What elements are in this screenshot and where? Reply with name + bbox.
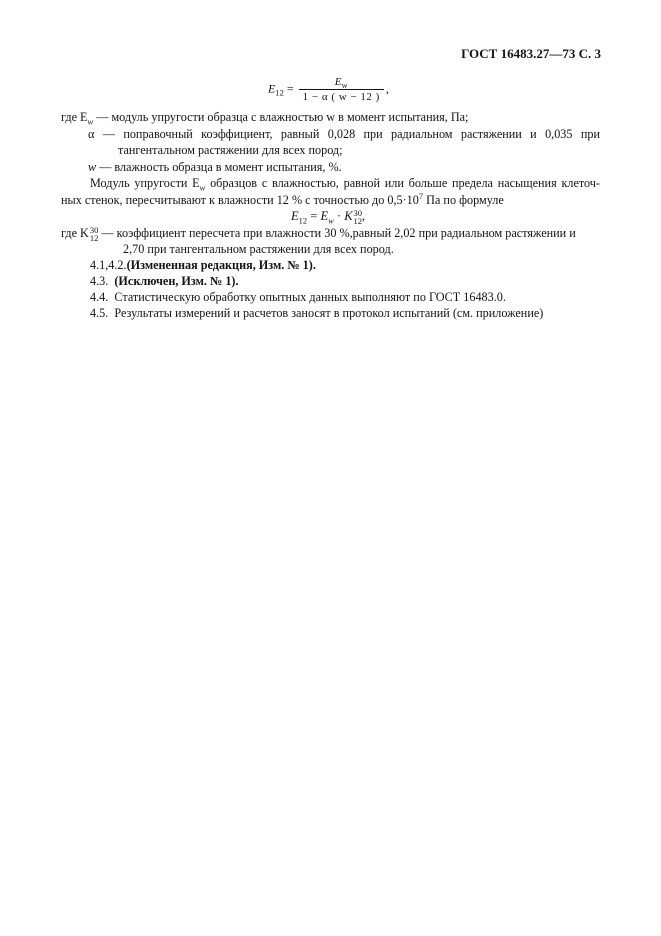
paragraph-line-1: Модуль упругости $E_w$ образцов с влажностью, равной или больше предела насыщения клеточ- [90,176,600,193]
page-header: ГОСТ 16483.27—73 С. 3 [461,46,601,61]
paragraph-line-2: ных стенок, пересчитывают к влажности 12 % с точностью до $0,5\cdot 10^7$ Па по формуле [61,190,504,207]
item-4-4: 4.4. Статистическую обработку опытных данных выполняют по ГОСТ 16483.0. [90,290,506,304]
formula-conversion: $E_{12} = E_w \cdot K$ 30 12 , [291,208,366,227]
def-K: где K 30 12 — коэффициент пересчета при влажности 30 %,равный 2,02 при радиальном растяжении и [61,225,576,244]
item-4-1: 4.1,4.2.(Измененная редакция, Изм. № 1). [90,258,316,272]
formula-eq: = [286,81,294,96]
formula-elasticity: $E_{12}$ = $\frac{E_w}{1 - \alpha ( w - 12 )}$ , [268,76,389,103]
def-K-text: коэффициент пересчета при влажности 30 %,равный 2,02 при радиальном растяжении и [116,226,576,240]
def-w: w — влажность образца в момент испытания, %. [88,160,342,174]
formula-denominator: 1 − α ( w − 12 ) [302,91,380,103]
def-alpha: α — поправочный коэффициент, равный 0,028 при радиальном растяжении и 0,035 при [88,127,600,141]
item-4-5: 4.5. Результаты измерений и расчетов заносят в протокол испытаний (см. приложение) [90,306,544,320]
item-4-3: 4.3. (Исключен, Изм. № 1). [90,274,239,288]
formula-fraction: $\frac{E_w}{1 - \alpha ( w - 12 )}$ [299,76,384,103]
def-Ew: где $E_w$ — модуль упругости образца с влажностью w в момент испытания, Па; [61,110,469,127]
def-K-cont: 2,70 при тангентальном растяжении для всех пород. [123,242,394,256]
def-alpha-cont: тангентальном растяжении для всех пород; [118,143,343,157]
formula-lhs: E [268,81,276,96]
